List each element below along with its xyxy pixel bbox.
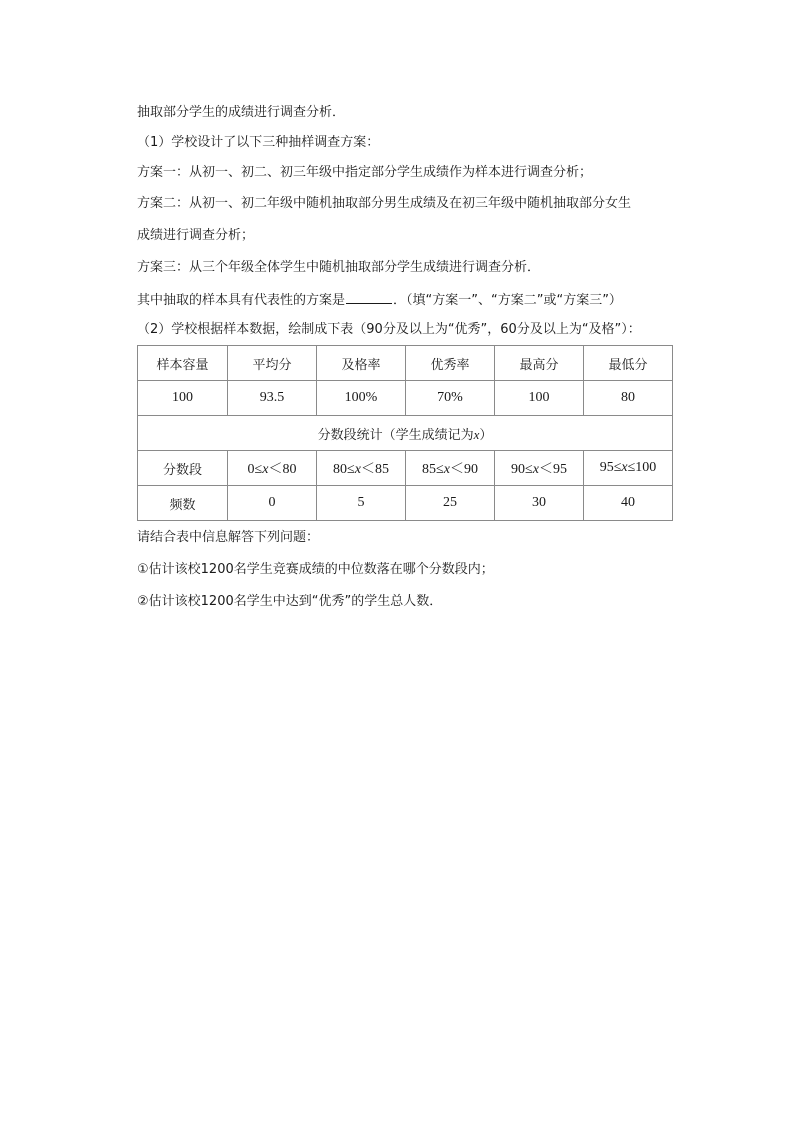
plan-2-text-line-1: 方案二：从初一、初二年级中随机抽取部分男生成绩及在初三年级中随机抽取部分女生 — [137, 196, 632, 211]
header-min-score: 最低分 — [584, 346, 673, 381]
segment-label: 分数段 — [138, 451, 228, 486]
plan-1-text: 方案一：从初一、初二、初三年级中指定部分学生成绩作为样本进行调查分析； — [137, 165, 593, 180]
frequency-cell: 0 — [228, 486, 317, 521]
value-min-score: 80 — [584, 381, 673, 416]
question-fill-blank-post: ．（填“方案一”、“方案二”或“方案三”） — [393, 293, 622, 308]
table-segments-row — [138, 451, 673, 486]
segment-cell: 85≤x＜90 — [406, 451, 495, 486]
value-excellent-rate: 70% — [406, 381, 495, 416]
plan-2-text-line-2: 成绩进行调查分析； — [137, 228, 255, 243]
frequency-cell: 30 — [495, 486, 584, 521]
question-fill-blank — [137, 289, 622, 311]
table-header-row — [138, 346, 673, 381]
prompt-text: 请结合表中信息解答下列问题： — [137, 530, 320, 545]
segment-cell: 90≤x＜95 — [495, 451, 584, 486]
segment-title-post: ） — [479, 427, 493, 443]
segment-statistics-title — [138, 416, 673, 451]
sub-question-2: ②估计该校1200名学生中达到“优秀”的学生总人数． — [137, 594, 443, 609]
header-sample-size: 样本容量 — [138, 346, 228, 381]
question-2-heading: （2）学校根据样本数据，绘制成下表（90分及以上为“优秀”，60分及以上为“及格”）： — [137, 322, 641, 337]
intro-text: 抽取部分学生的成绩进行调查分析． — [137, 105, 346, 120]
question-1-heading: （1）学校设计了以下三种抽样调查方案： — [137, 135, 380, 150]
value-pass-rate: 100% — [317, 381, 406, 416]
question-fill-blank-pre: 其中抽取的样本具有代表性的方案是 — [137, 293, 346, 308]
segment-title-variable: x — [473, 426, 480, 442]
frequency-cell: 40 — [584, 486, 673, 521]
answer-blank — [346, 289, 392, 304]
sub-question-1: ①估计该校1200名学生竞赛成绩的中位数落在哪个分数段内； — [137, 562, 494, 577]
value-max-score: 100 — [495, 381, 584, 416]
header-pass-rate: 及格率 — [317, 346, 406, 381]
segment-cell: 95≤x≤100 — [584, 451, 673, 486]
frequency-cell: 25 — [406, 486, 495, 521]
table-frequency-row — [138, 486, 673, 521]
value-mean: 93.5 — [228, 381, 317, 416]
header-mean: 平均分 — [228, 346, 317, 381]
segment-title-pre: 分数段统计（学生成绩记为 — [317, 427, 474, 443]
table-values-row — [138, 381, 673, 416]
segment-cell: 0≤x＜80 — [228, 451, 317, 486]
plan-3-text: 方案三：从三个年级全体学生中随机抽取部分学生成绩进行调查分析． — [137, 260, 541, 275]
statistics-table — [137, 345, 673, 521]
table-section-row — [138, 416, 673, 451]
frequency-cell: 5 — [317, 486, 406, 521]
header-max-score: 最高分 — [495, 346, 584, 381]
segment-cell: 80≤x＜85 — [317, 451, 406, 486]
frequency-label: 频数 — [138, 486, 228, 521]
value-sample-size: 100 — [138, 381, 228, 416]
header-excellent-rate: 优秀率 — [406, 346, 495, 381]
